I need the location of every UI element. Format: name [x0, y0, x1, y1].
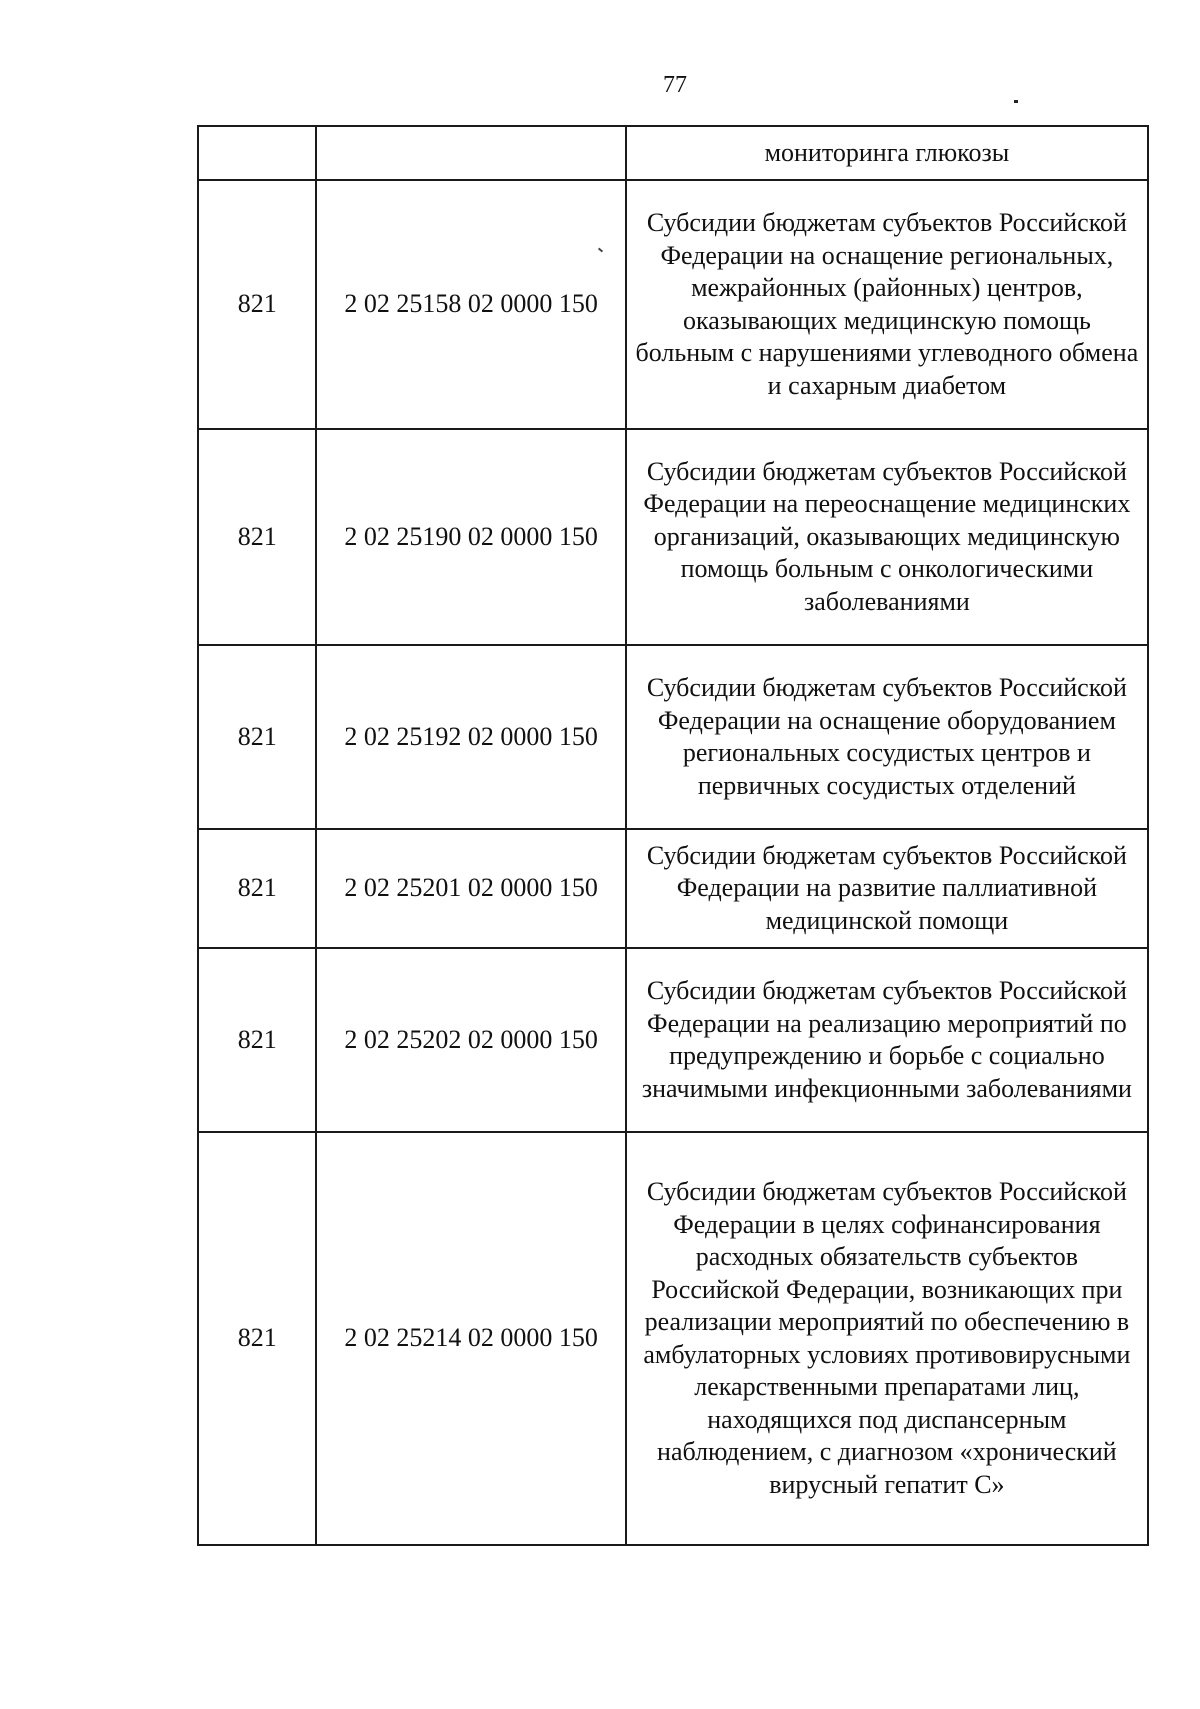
admin-code-cell: 821 [198, 1132, 316, 1545]
description-cell: мониторинга глюкозы [626, 126, 1148, 180]
description-cell: Субсидии бюджетам субъектов Российской Федерации на оснащение оборудованием региональных сосудистых центров и первичных сосудистых отделений [626, 645, 1148, 829]
table-row [198, 948, 1148, 1132]
table-row [198, 180, 1148, 429]
table-row [198, 1132, 1148, 1545]
admin-code-cell: 821 [198, 429, 316, 645]
table-row [198, 429, 1148, 645]
budget-code-cell: 2 02 25158 02 0000 150 [316, 180, 625, 429]
admin-code-cell: 821 [198, 829, 316, 948]
description-cell: Субсидии бюджетам субъектов Российской Федерации на оснащение региональных, межрайонных (районных) центров, оказывающих медицинскую помощь больным с нарушениями углеводного обмена и сахарным диабетом [626, 180, 1148, 429]
table-row [198, 126, 1148, 180]
description-cell: Субсидии бюджетам субъектов Российской Федерации в целях софинансирования расходных обязательств субъектов Российской Федерации, возникающих при реализации мероприятий по обеспечению в амбулаторных условиях противовирусными лекарственными препаратами лиц, находящихся под диспансерным наблюдением, с диагнозом «хронический вирусный гепатит С» [626, 1132, 1148, 1545]
table-row [198, 645, 1148, 829]
scan-artifact [1014, 100, 1018, 103]
budget-code-cell: 2 02 25190 02 0000 150 [316, 429, 625, 645]
table-row [198, 829, 1148, 948]
budget-code-cell: 2 02 25192 02 0000 150 [316, 645, 625, 829]
budget-codes-table [197, 125, 1149, 1546]
budget-code-cell: 2 02 25201 02 0000 150 [316, 829, 625, 948]
budget-code-cell: 2 02 25202 02 0000 150 [316, 948, 625, 1132]
description-cell: Субсидии бюджетам субъектов Российской Федерации на развитие паллиативной медицинской помощи [626, 829, 1148, 948]
admin-code-cell: 821 [198, 948, 316, 1132]
admin-code-cell: 821 [198, 645, 316, 829]
budget-code-cell [316, 126, 625, 180]
description-cell: Субсидии бюджетам субъектов Российской Федерации на реализацию мероприятий по предупреждению и борьбе с социально значимыми инфекционными заболеваниями [626, 948, 1148, 1132]
admin-code-cell [198, 126, 316, 180]
budget-code-cell: 2 02 25214 02 0000 150 [316, 1132, 625, 1545]
description-cell: Субсидии бюджетам субъектов Российской Федерации на переоснащение медицинских организаций, оказывающих медицинскую помощь больным с онкологическими заболеваниями [626, 429, 1148, 645]
admin-code-cell: 821 [198, 180, 316, 429]
page-number: 77 [663, 72, 687, 98]
